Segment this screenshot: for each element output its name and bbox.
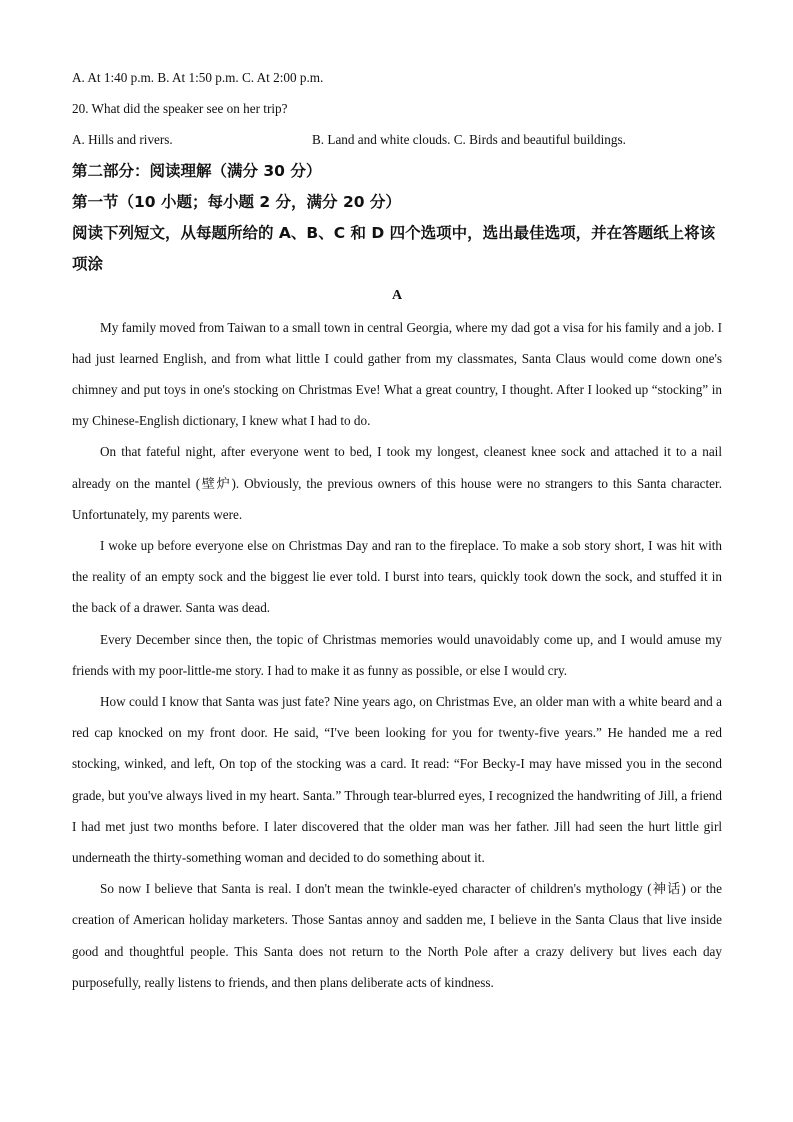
question-20-text: 20. What did the speaker see on her trip? — [72, 101, 288, 117]
section-instructions: 阅读下列短文，从每题所给的 A、B、C 和 D 四个选项中，选出最佳选项，并在答题纸上将该项涂 — [72, 224, 716, 274]
question-20-option-bc: B. Land and white clouds. C. Birds and beautiful buildings. — [312, 132, 626, 148]
section-sub-title: 第一节（10 小题；每小题 2 分，满分 20 分） — [72, 192, 401, 211]
passage-paragraph: So now I believe that Santa is real. I don't mean the twinkle-eyed character of children's mythology (神话) or the creation of American holiday marketers. Those Santas annoy and sadden me, I believe in the Santa Claus that live inside good and thoughtful people. This Santa does not return to the North Pole after a crazy delivery but lives each day purposefully, really listens to friends, and then plans deliberate acts of kindness. — [72, 881, 722, 990]
question-20-options — [72, 124, 722, 155]
passage-label: A — [391, 288, 403, 304]
passage-paragraph: On that fateful night, after everyone went to bed, I took my longest, cleanest knee sock and attached it to a nail already on the mantel (壁炉). Obviously, the previous owners of this house were no strangers to this Santa character. Unfortunately, my parents were. — [72, 444, 722, 522]
exam-page — [72, 62, 722, 998]
section-part-title: 第二部分：阅读理解（满分 30 分） — [72, 161, 322, 180]
question-19-options: A. At 1:40 p.m. B. At 1:50 p.m. C. At 2:00 p.m. — [72, 70, 324, 85]
passage-paragraph: I woke up before everyone else on Christmas Day and ran to the fireplace. To make a sob story short, I was hit with the reality of an empty sock and the biggest lie ever told. I burst into tears, quickly took down the sock, and stuffed it in the back of a drawer. Santa was dead. — [72, 538, 722, 616]
passage-paragraph: How could I know that Santa was just fate? Nine years ago, on Christmas Eve, an older man with a white beard and a red cap knocked on my front door. He said, “I've been looking for you for twenty-five years.” He handed me a red stocking, winked, and left, On top of the stocking was a card. It read: “For Becky-I may have missed you in the second grade, but you've always lived in my heart. Santa.” Through tear-blurred eyes, I recognized the handwriting of Jill, a friend I had met just two months before. I later discovered that the older man was her father. Jill had seen the hurt little girl underneath the thirty-something woman and decided to do something about it. — [72, 694, 722, 866]
passage-paragraph: Every December since then, the topic of Christmas memories would unavoidably come up, and I would amuse my friends with my poor-little-me story. I had to make it as funny as possible, or else I would cry. — [72, 631, 722, 678]
question-20-option-a: A. Hills and rivers. — [72, 132, 173, 148]
passage-paragraph: My family moved from Taiwan to a small town in central Georgia, where my dad got a visa for his family and a job. I had just learned English, and from what little I could gather from my classmates, Santa Claus would come down one's chimney and put toys in one's stocking on Christmas Eve! What a great country, I thought. After I looked up “stocking” in my Chinese-English dictionary, I knew what I had to do. — [72, 319, 722, 429]
